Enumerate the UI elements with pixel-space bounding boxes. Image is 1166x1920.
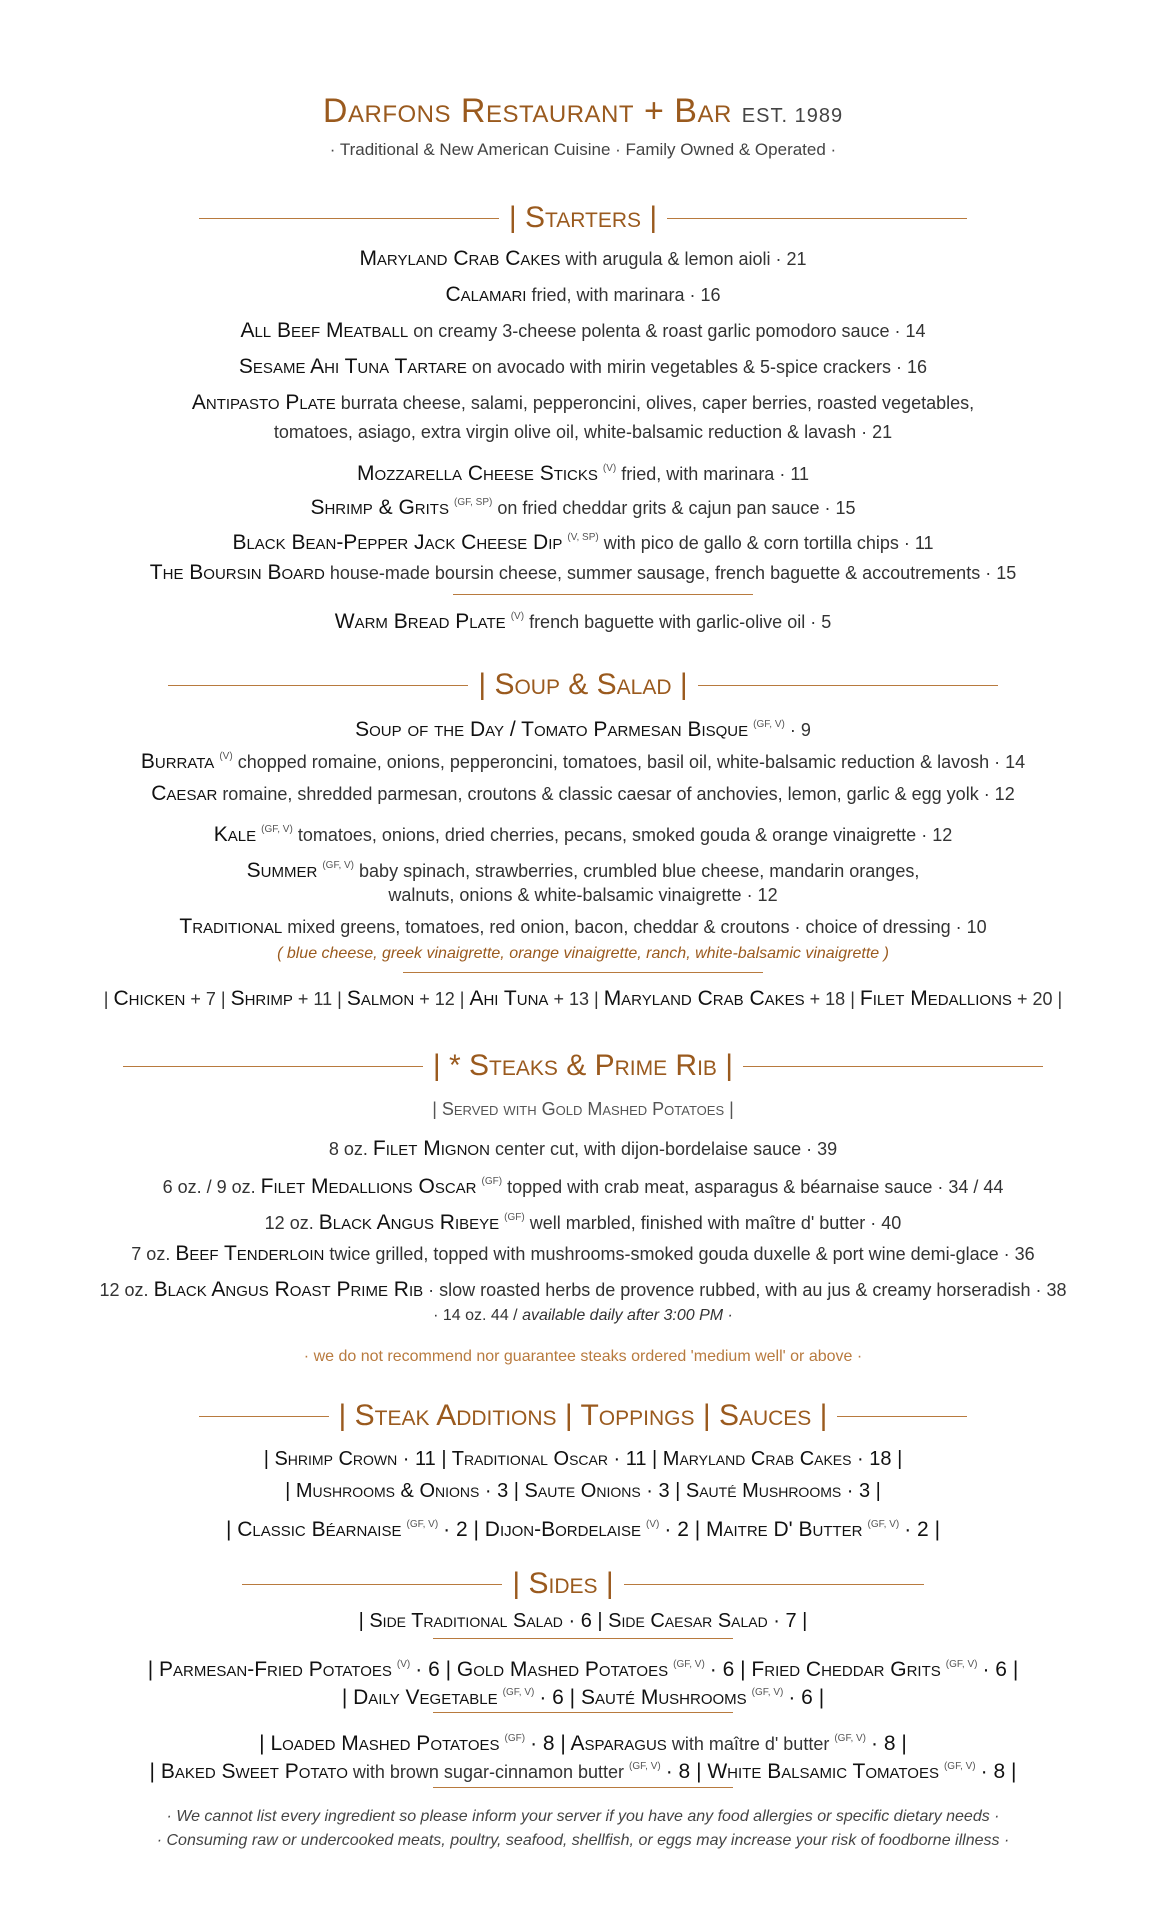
- side-name: · 8 | Asparagus: [530, 1732, 667, 1755]
- side-price: · 8 |: [980, 1760, 1017, 1783]
- item-desc: · 9: [789, 720, 811, 740]
- menu-item-continued: [0, 419, 1166, 445]
- dietary-tag: (GF, V): [629, 1761, 661, 1772]
- item-name: Calamari: [445, 283, 527, 306]
- item-name: Black Bean-Pepper Jack Cheese Dip: [232, 531, 563, 554]
- side-desc: with maître d' butter: [671, 1734, 830, 1754]
- section-title: | Sides |: [512, 1567, 614, 1600]
- menu-item: [0, 282, 1166, 308]
- salad-add-ons: | Chicken + 7 | Shrimp + 11 | Salmon + 12 | Ahi Tuna + 13 | Maryland Crab Cakes + 18 | Filet Medallions + 20 |: [103, 987, 1063, 1010]
- steak-warning: · we do not recommend nor guarantee steaks ordered 'medium well' or above ·: [303, 1348, 863, 1365]
- item-desc: twice grilled, topped with mushrooms-smoked gouda duxelle & port wine demi-glace · 36: [329, 1244, 1035, 1264]
- item-name: Sesame Ahi Tuna Tartare: [238, 355, 467, 378]
- divider-rule: [433, 1712, 733, 1713]
- dietary-tag: (GF, V): [753, 719, 785, 730]
- menu-item: [0, 525, 1166, 556]
- dietary-tag: (V): [219, 751, 233, 762]
- item-name: Black Angus Ribeye: [318, 1211, 500, 1234]
- item-name: All Beef Meatball: [240, 319, 409, 342]
- dietary-tag: (GF, V): [673, 1659, 705, 1670]
- tagline: · Traditional & New American Cuisine · Family Owned & Operated ·: [329, 140, 837, 159]
- steaks-subheading: | Served with Gold Mashed Potatoes |: [432, 1099, 734, 1119]
- dietary-tag: (V): [646, 1519, 660, 1530]
- divider-rule: [837, 1416, 967, 1417]
- item-desc: on avocado with mirin vegetables & 5-spice crackers · 16: [471, 357, 928, 377]
- item-name: Beef Tenderloin: [175, 1242, 325, 1265]
- menu-item: [0, 604, 1166, 635]
- side-price: · 6 |: [788, 1686, 825, 1709]
- item-name: Shrimp & Grits: [310, 496, 449, 519]
- additions-heading: [0, 1396, 1166, 1436]
- item-name: Burrata: [140, 750, 215, 773]
- item-size: 8 oz.: [328, 1139, 368, 1159]
- item-desc: center cut, with dijon-bordelaise sauce · 39: [494, 1139, 838, 1159]
- dietary-tag: (GF, V): [502, 1687, 535, 1698]
- menu-item: [0, 1169, 1166, 1200]
- item-desc: tomatoes, onions, dried cherries, pecans, smoked gouda & orange vinaigrette · 12: [297, 825, 953, 845]
- additions-row: | Mushrooms & Onions · 3 | Saute Onions · 3 | Sauté Mushrooms · 3 |: [285, 1480, 881, 1502]
- restaurant-title: [0, 92, 1166, 131]
- established-year: EST. 1989: [741, 105, 844, 127]
- item-desc: topped with crab meat, asparagus & béarnaise sauce · 34 / 44: [507, 1177, 1004, 1197]
- item-size: 12 oz.: [99, 1280, 149, 1300]
- side-price: · 6 |: [982, 1658, 1019, 1681]
- item-desc: fried, with marinara · 11: [621, 464, 809, 484]
- add-on-name: Filet Medallions: [859, 987, 1012, 1010]
- soup-salad-heading: [0, 665, 1166, 705]
- item-desc: well marbled, finished with maître d' butter · 40: [529, 1213, 902, 1233]
- steaks-heading: [0, 1046, 1166, 1086]
- add-on-name: Salmon: [346, 987, 415, 1010]
- item-name: Traditional: [179, 915, 283, 938]
- item-size: 7 oz.: [131, 1244, 171, 1264]
- item-desc: with pico de gallo & corn tortilla chips · 11: [603, 533, 934, 553]
- menu-item-continued: [0, 882, 1166, 908]
- add-on-name: Shrimp: [230, 987, 293, 1010]
- add-on-price: + 12: [419, 989, 455, 1009]
- item-desc: house-made boursin cheese, summer sausage, french baguette & accoutrements · 15: [329, 563, 1017, 583]
- item-name: Filet Mignon: [372, 1137, 490, 1160]
- dietary-tag: (GF, V): [943, 1761, 976, 1772]
- dietary-tag: (GF, V): [945, 1659, 978, 1670]
- divider-rule: [433, 1787, 733, 1788]
- menu-item: [0, 1277, 1166, 1303]
- item-name: Black Angus Roast Prime Rib: [153, 1278, 424, 1301]
- dietary-tag: (V): [602, 463, 617, 474]
- add-on-price: + 11: [297, 989, 333, 1009]
- sides-heading: [0, 1564, 1166, 1604]
- additions-row: | Shrimp Crown · 11 | Traditional Oscar · 11 | Maryland Crab Cakes · 18 |: [263, 1448, 903, 1470]
- item-name: Kale: [213, 823, 257, 846]
- item-desc: with arugula & lemon aioli · 21: [565, 249, 807, 269]
- dietary-tag: (GF, V): [261, 824, 293, 835]
- sauce-name: · 2 | Dijon-Bordelaise: [443, 1518, 641, 1541]
- menu-item: [0, 781, 1166, 807]
- dietary-tag: (GF): [504, 1212, 525, 1223]
- divider-rule: [168, 685, 468, 686]
- sauce-name: · 2 | Maitre D' Butter: [664, 1518, 863, 1541]
- divider-rule: [433, 1638, 733, 1639]
- side-price: · 8 |: [871, 1732, 907, 1755]
- allergy-note: · We cannot list every ingredient so please inform your server if you have any food allergies or specific dietary needs ·: [166, 1808, 1000, 1825]
- menu-item: [0, 456, 1166, 487]
- menu-item: [0, 1136, 1166, 1162]
- item-desc: chopped romaine, onions, pepperoncini, tomatoes, basil oil, white-balsamic reduction & lavosh · 14: [237, 752, 1026, 772]
- menu-item: [0, 817, 1166, 848]
- divider-rule: [667, 218, 967, 219]
- sauce-name: | Classic Béarnaise: [225, 1518, 402, 1541]
- side-desc: with brown sugar-cinnamon butter: [352, 1762, 625, 1782]
- section-title: | * Steaks & Prime Rib |: [432, 1049, 734, 1082]
- dietary-tag: (GF, V): [322, 860, 355, 871]
- menu-item: [0, 1205, 1166, 1236]
- item-desc: on fried cheddar grits & cajun pan sauce · 15: [497, 498, 856, 518]
- menu-item: [0, 354, 1166, 380]
- add-on-name: Chicken: [113, 987, 186, 1010]
- menu-item: [0, 1241, 1166, 1267]
- side-name: | Daily Vegetable: [341, 1686, 498, 1709]
- item-name: Soup of the Day / Tomato Parmesan Bisque: [355, 718, 749, 741]
- item-name: Summer: [246, 859, 318, 882]
- item-desc: on creamy 3-cheese polenta & roast garlic pomodoro sauce · 14: [413, 321, 926, 341]
- dietary-tag: (GF, V): [406, 1519, 439, 1530]
- sauce-price: · 2 |: [904, 1518, 941, 1541]
- divider-rule: [242, 1584, 502, 1585]
- item-desc: baby spinach, strawberries, crumbled blue cheese, mandarin oranges,: [359, 861, 920, 881]
- section-title: | Steak Additions | Toppings | Sauces |: [338, 1399, 828, 1432]
- side-name: | Loaded Mashed Potatoes: [259, 1732, 500, 1755]
- dietary-tag: (V, SP): [567, 532, 599, 543]
- item-desc: burrata cheese, salami, pepperoncini, olives, caper berries, roasted vegetables,: [340, 393, 975, 413]
- dietary-tag: (V): [396, 1659, 411, 1670]
- section-title: | Soup & Salad |: [478, 668, 688, 701]
- add-on-price: + 7: [190, 989, 216, 1009]
- item-desc: walnuts, onions & white-balsamic vinaigrette · 12: [388, 885, 778, 905]
- item-name: Warm Bread Plate: [334, 610, 506, 633]
- side-name: | Baked Sweet Potato: [149, 1760, 348, 1783]
- menu-item: [0, 390, 1166, 416]
- dressing-options: ( blue cheese, greek vinaigrette, orange vinaigrette, ranch, white-balsamic vinaigrette ): [277, 945, 889, 962]
- add-on-price: + 20: [1016, 989, 1053, 1009]
- divider-rule: [624, 1584, 924, 1585]
- menu-item: [0, 560, 1166, 586]
- side-name: · 8 | White Balsamic Tomatoes: [665, 1760, 939, 1783]
- item-name: Antipasto Plate: [191, 391, 336, 414]
- item-desc: mixed greens, tomatoes, red onion, bacon, cheddar & croutons · choice of dressing · 10: [287, 917, 987, 937]
- sides-row: [0, 1652, 1166, 1683]
- dietary-tag: (GF, V): [751, 1687, 784, 1698]
- divider-rule: [698, 685, 998, 686]
- item-name: Filet Medallions Oscar: [260, 1175, 477, 1198]
- additions-row: [0, 1512, 1166, 1543]
- side-name: · 6 | Gold Mashed Potatoes: [415, 1658, 669, 1681]
- prime-rib-extra: [0, 1303, 1166, 1329]
- item-name: Caesar: [151, 782, 218, 805]
- add-on-name: Maryland Crab Cakes: [603, 987, 805, 1010]
- item-desc: tomatoes, asiago, extra virgin olive oil, white-balsamic reduction & lavash · 21: [273, 422, 893, 442]
- divider-rule: [403, 972, 763, 973]
- side-name: | Parmesan-Fried Potatoes: [147, 1658, 392, 1681]
- dietary-tag: (GF): [481, 1176, 503, 1187]
- dietary-tag: (GF, SP): [453, 497, 493, 508]
- add-on-name: Ahi Tuna: [469, 987, 549, 1010]
- add-on-price: + 18: [809, 989, 846, 1009]
- divider-rule: [199, 218, 499, 219]
- dietary-tag: (GF, V): [867, 1519, 900, 1530]
- item-desc: french baguette with garlic-olive oil · 5: [529, 612, 832, 632]
- dietary-tag: (GF): [504, 1733, 526, 1744]
- sides-row: [0, 1726, 1166, 1757]
- side-name: · 6 | Fried Cheddar Grits: [709, 1658, 941, 1681]
- dietary-tag: (V): [510, 611, 525, 622]
- item-desc: · slow roasted herbs de provence rubbed, with au jus & creamy horseradish · 38: [428, 1280, 1067, 1300]
- restaurant-name: Darfons Restaurant + Bar: [322, 92, 732, 130]
- menu-item: [0, 712, 1166, 743]
- item-name: The Boursin Board: [149, 561, 325, 584]
- divider-rule: [123, 1066, 423, 1067]
- starters-heading: [0, 198, 1166, 238]
- item-name: Maryland Crab Cakes: [359, 247, 561, 270]
- item-desc: fried, with marinara · 16: [531, 285, 721, 305]
- section-title: | Starters |: [508, 201, 658, 234]
- menu-item: [0, 246, 1166, 272]
- menu-item: [0, 318, 1166, 344]
- divider-rule: [743, 1066, 1043, 1067]
- menu-item: [0, 853, 1166, 884]
- item-desc: · 14 oz. 44 /: [433, 1307, 518, 1324]
- menu-item: [0, 744, 1166, 775]
- item-desc: romaine, shredded parmesan, croutons & classic caesar of anchovies, lemon, garlic & egg yolk · 12: [222, 784, 1015, 804]
- sides-row: [0, 1754, 1166, 1785]
- add-on-price: + 13: [553, 989, 589, 1009]
- item-name: Mozzarella Cheese Sticks: [357, 462, 598, 485]
- consumption-warning: · Consuming raw or undercooked meats, poultry, seafood, shellfish, or eggs may increase your risk of foodborne illness ·: [156, 1832, 1010, 1849]
- side-name: · 6 | Sauté Mushrooms: [539, 1686, 747, 1709]
- divider-rule: [199, 1416, 329, 1417]
- divider-rule: [453, 594, 753, 595]
- sides-row: [0, 1680, 1166, 1711]
- item-size: 12 oz.: [264, 1213, 314, 1233]
- sides-row: | Side Traditional Salad · 6 | Side Caesar Salad · 7 |: [358, 1610, 808, 1632]
- menu-item: [0, 914, 1166, 940]
- dietary-tag: (GF, V): [834, 1733, 867, 1744]
- menu-item: [0, 490, 1166, 521]
- item-size: 6 oz. / 9 oz.: [162, 1177, 256, 1197]
- availability-note: available daily after 3:00 PM ·: [522, 1307, 733, 1324]
